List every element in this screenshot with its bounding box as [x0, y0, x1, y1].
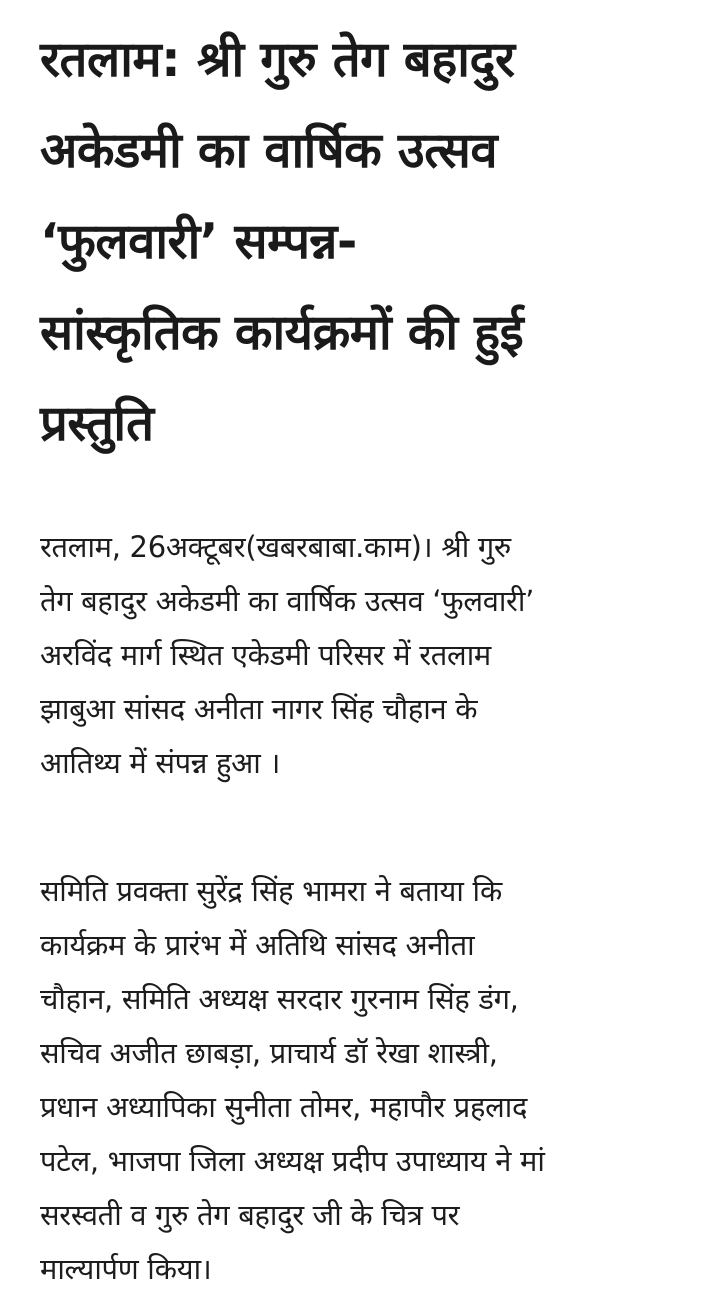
paragraph-line: तेग बहादुर अकेडमी का वार्षिक उत्सव ‘फुलवारी’: [40, 584, 535, 618]
paragraph-line: पटेल, भाजपा जिला अध्यक्ष प्रदीप उपाध्याय ने मां: [40, 1144, 545, 1178]
paragraph-line: चौहान, समिति अध्यक्ष सरदार गुरनाम सिंह डंग,: [40, 982, 519, 1016]
article-headline: [40, 14, 690, 469]
article-paragraph-details: [40, 864, 690, 1296]
paragraph-line: आतिथ्य में संपन्न हुआ ।: [40, 746, 281, 780]
paragraph-line: प्रधान अध्यापिका सुनीता तोमर, महापौर प्रहलाद: [40, 1090, 528, 1124]
headline-line: ‘फुलवारी’ सम्पन्न-: [40, 213, 357, 270]
article-paragraph-intro: [40, 520, 690, 790]
headline-line: प्रस्तुति: [40, 395, 154, 452]
paragraph-line: कार्यक्रम के प्रारंभ में अतिथि सांसद अनीता: [40, 928, 475, 962]
paragraph-line: समिति प्रवक्ता सुरेंद्र सिंह भामरा ने बताया कि: [40, 874, 502, 908]
headline-line: अकेडमी का वार्षिक उत्सव: [40, 122, 498, 179]
headline-line: सांस्कृतिक कार्यक्रमों की हुई: [40, 304, 524, 361]
paragraph-line: सरस्वती व गुरु तेग बहादुर जी के चित्र पर: [40, 1198, 460, 1232]
paragraph-line: रतलाम, 26अक्टूबर(खबरबाबा.काम)। श्री गुरु: [40, 530, 511, 564]
news-article: [40, 14, 690, 1286]
paragraph-line: सचिव अजीत छाबड़ा, प्राचार्य डॉ रेखा शास्त्री,: [40, 1036, 498, 1070]
paragraph-line: अरविंद मार्ग स्थित एकेडमी परिसर में रतलाम: [40, 638, 491, 672]
paragraph-line: माल्यार्पण किया।: [40, 1252, 212, 1286]
paragraph-line: झाबुआ सांसद अनीता नागर सिंह चौहान के: [40, 692, 478, 726]
headline-line: रतलाम: श्री गुरु तेग बहादुर: [40, 31, 515, 88]
